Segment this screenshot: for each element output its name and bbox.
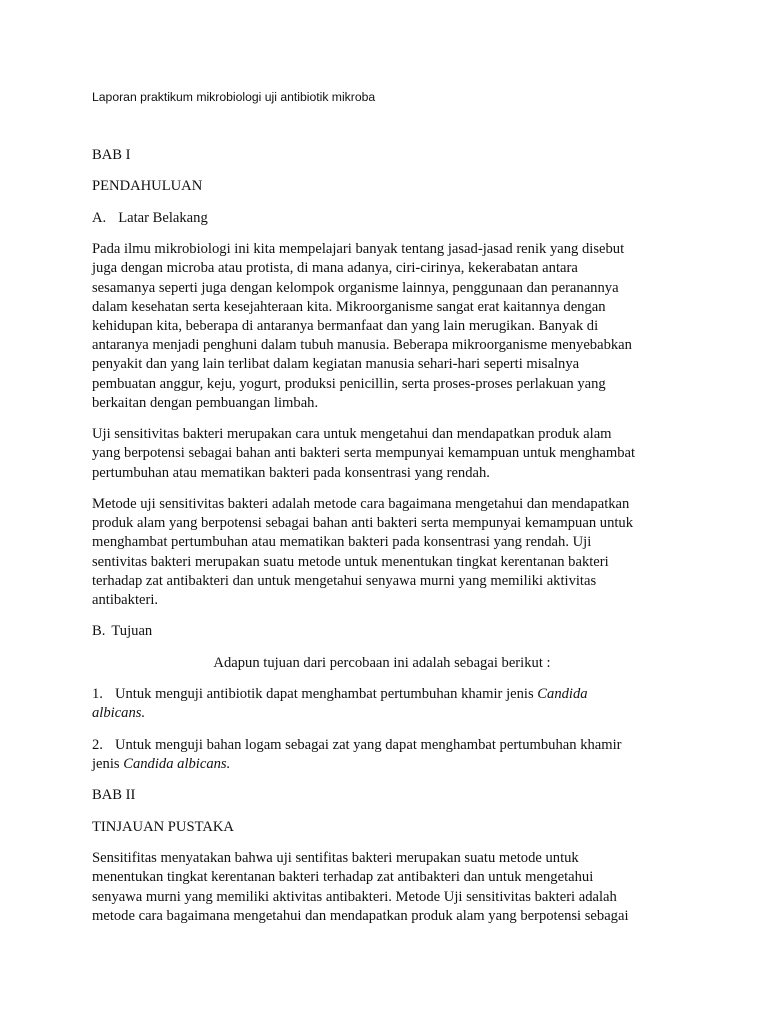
section-heading-latar-belakang	[92, 209, 672, 228]
paragraph-latar-belakang	[92, 240, 672, 413]
chapter-title-tinjauan-pustaka: TINJAUAN PUSTAKA	[92, 818, 234, 835]
section-title: Tujuan	[111, 623, 153, 640]
paragraph-sensitifitas	[92, 849, 672, 926]
text-line: yang berpotensi sebagai bahan anti bakteri serta mempunyai kemampuan untuk menghambat	[92, 445, 636, 462]
text-line: juga dengan microba atau protista, di mana adanya, ciri-cirinya, kekerabatan antara	[92, 260, 578, 277]
text-line: menentukan tingkat kerentanan bakteri terhadap zat antibakteri dan untuk mengetahui	[92, 869, 594, 886]
chapter-heading-bab-2: BAB II	[92, 787, 136, 804]
chapter-title-pendahuluan: PENDAHULUAN	[92, 178, 203, 195]
section-marker: B.	[92, 623, 106, 640]
list-text: Untuk menguji bahan logam sebagai zat yang dapat menghambat pertumbuhan khamir	[114, 736, 622, 753]
text-line: dalam kesehatan serta kesejahteraan kita. Mikroorganisme sangat erat kaitannya dengan	[92, 298, 606, 315]
text-line: Uji sensitivitas bakteri merupakan cara untuk mengetahui dan mendapatkan produk alam	[92, 426, 612, 443]
species-name: Candida	[537, 686, 588, 703]
text-line: senyawa murni yang memiliki aktivitas antibakteri. Metode Uji sensitivitas bakteri adalah	[92, 888, 617, 905]
text-line: metode cara bagaimana mengetahui dan mendapatkan produk alam yang berpotensi sebagai	[92, 907, 629, 924]
text-line: produk alam yang berpotensi sebagai bahan anti bakteri serta mempunyai kemampuan untuk	[92, 515, 634, 532]
document-title: Laporan praktikum mikrobiologi uji antibiotik mikroba	[92, 90, 376, 104]
paragraph-metode-uji	[92, 495, 672, 610]
text-line: Pada ilmu mikrobiologi ini kita mempelajari banyak tentang jasad-jasad renik yang disebut	[92, 241, 625, 258]
list-text: jenis	[92, 755, 120, 772]
text-line: berkaitan dengan pembuangan limbah.	[92, 394, 319, 411]
section-heading-tujuan	[92, 622, 672, 641]
text-line: pembuatan anggur, keju, yogurt, produksi penicillin, serta proses-proses perlakuan yang	[92, 375, 606, 392]
text-line: antaranya menjadi penghuni dalam tubuh manusia. Beberapa mikroorganisme menyebabkan	[92, 337, 632, 354]
text-line: pertumbuhan atau mematikan bakteri pada konsentrasi yang rendah.	[92, 464, 490, 481]
document-body	[92, 146, 672, 938]
tujuan-item-1	[92, 685, 672, 723]
list-number: 2.	[92, 736, 103, 753]
text-line: Metode uji sensitivitas bakteri adalah metode cara bagaimana mengetahui dan mendapatkan	[92, 495, 630, 512]
text-line: terhadap zat antibakteri dan untuk mengetahui senyawa murni yang memiliki aktivitas	[92, 572, 597, 589]
chapter-heading-bab-1: BAB I	[92, 147, 131, 163]
text-line: penyakit dan yang lain terlibat dalam kegiatan manusia sehari-hari seperti misalnya	[92, 356, 580, 373]
list-number: 1.	[92, 686, 103, 703]
paragraph-uji-sensitivitas	[92, 425, 672, 483]
tujuan-intro: Adapun tujuan dari percobaan ini adalah sebagai berikut :	[213, 654, 551, 671]
tujuan-item-2	[92, 736, 672, 774]
text-line: antibakteri.	[92, 592, 159, 608]
text-line: sesamanya seperti juga dengan kelompok organisme lainnya, penggunaan dan peranannya	[92, 279, 619, 296]
section-title: Latar Belakang	[118, 209, 208, 226]
list-text: Untuk menguji antibiotik dapat menghambat pertumbuhan khamir jenis	[114, 686, 534, 703]
section-marker: A.	[92, 209, 107, 226]
species-name: Candida albicans.	[123, 755, 231, 772]
text-line: menghambat pertumbuhan atau mematikan bakteri pada konsentrasi yang rendah. Uji	[92, 534, 592, 551]
text-line: sentivitas bakteri merupakan suatu metode untuk menentukan tingkat kerentanan bakteri	[92, 553, 609, 570]
text-line: Sensitifitas menyatakan bahwa uji sentifitas bakteri merupakan suatu metode untuk	[92, 850, 579, 867]
species-name: albicans.	[92, 705, 146, 722]
text-line: kehidupan kita, beberapa di antaranya bermanfaat dan yang lain merugikan. Banyak di	[92, 317, 599, 334]
